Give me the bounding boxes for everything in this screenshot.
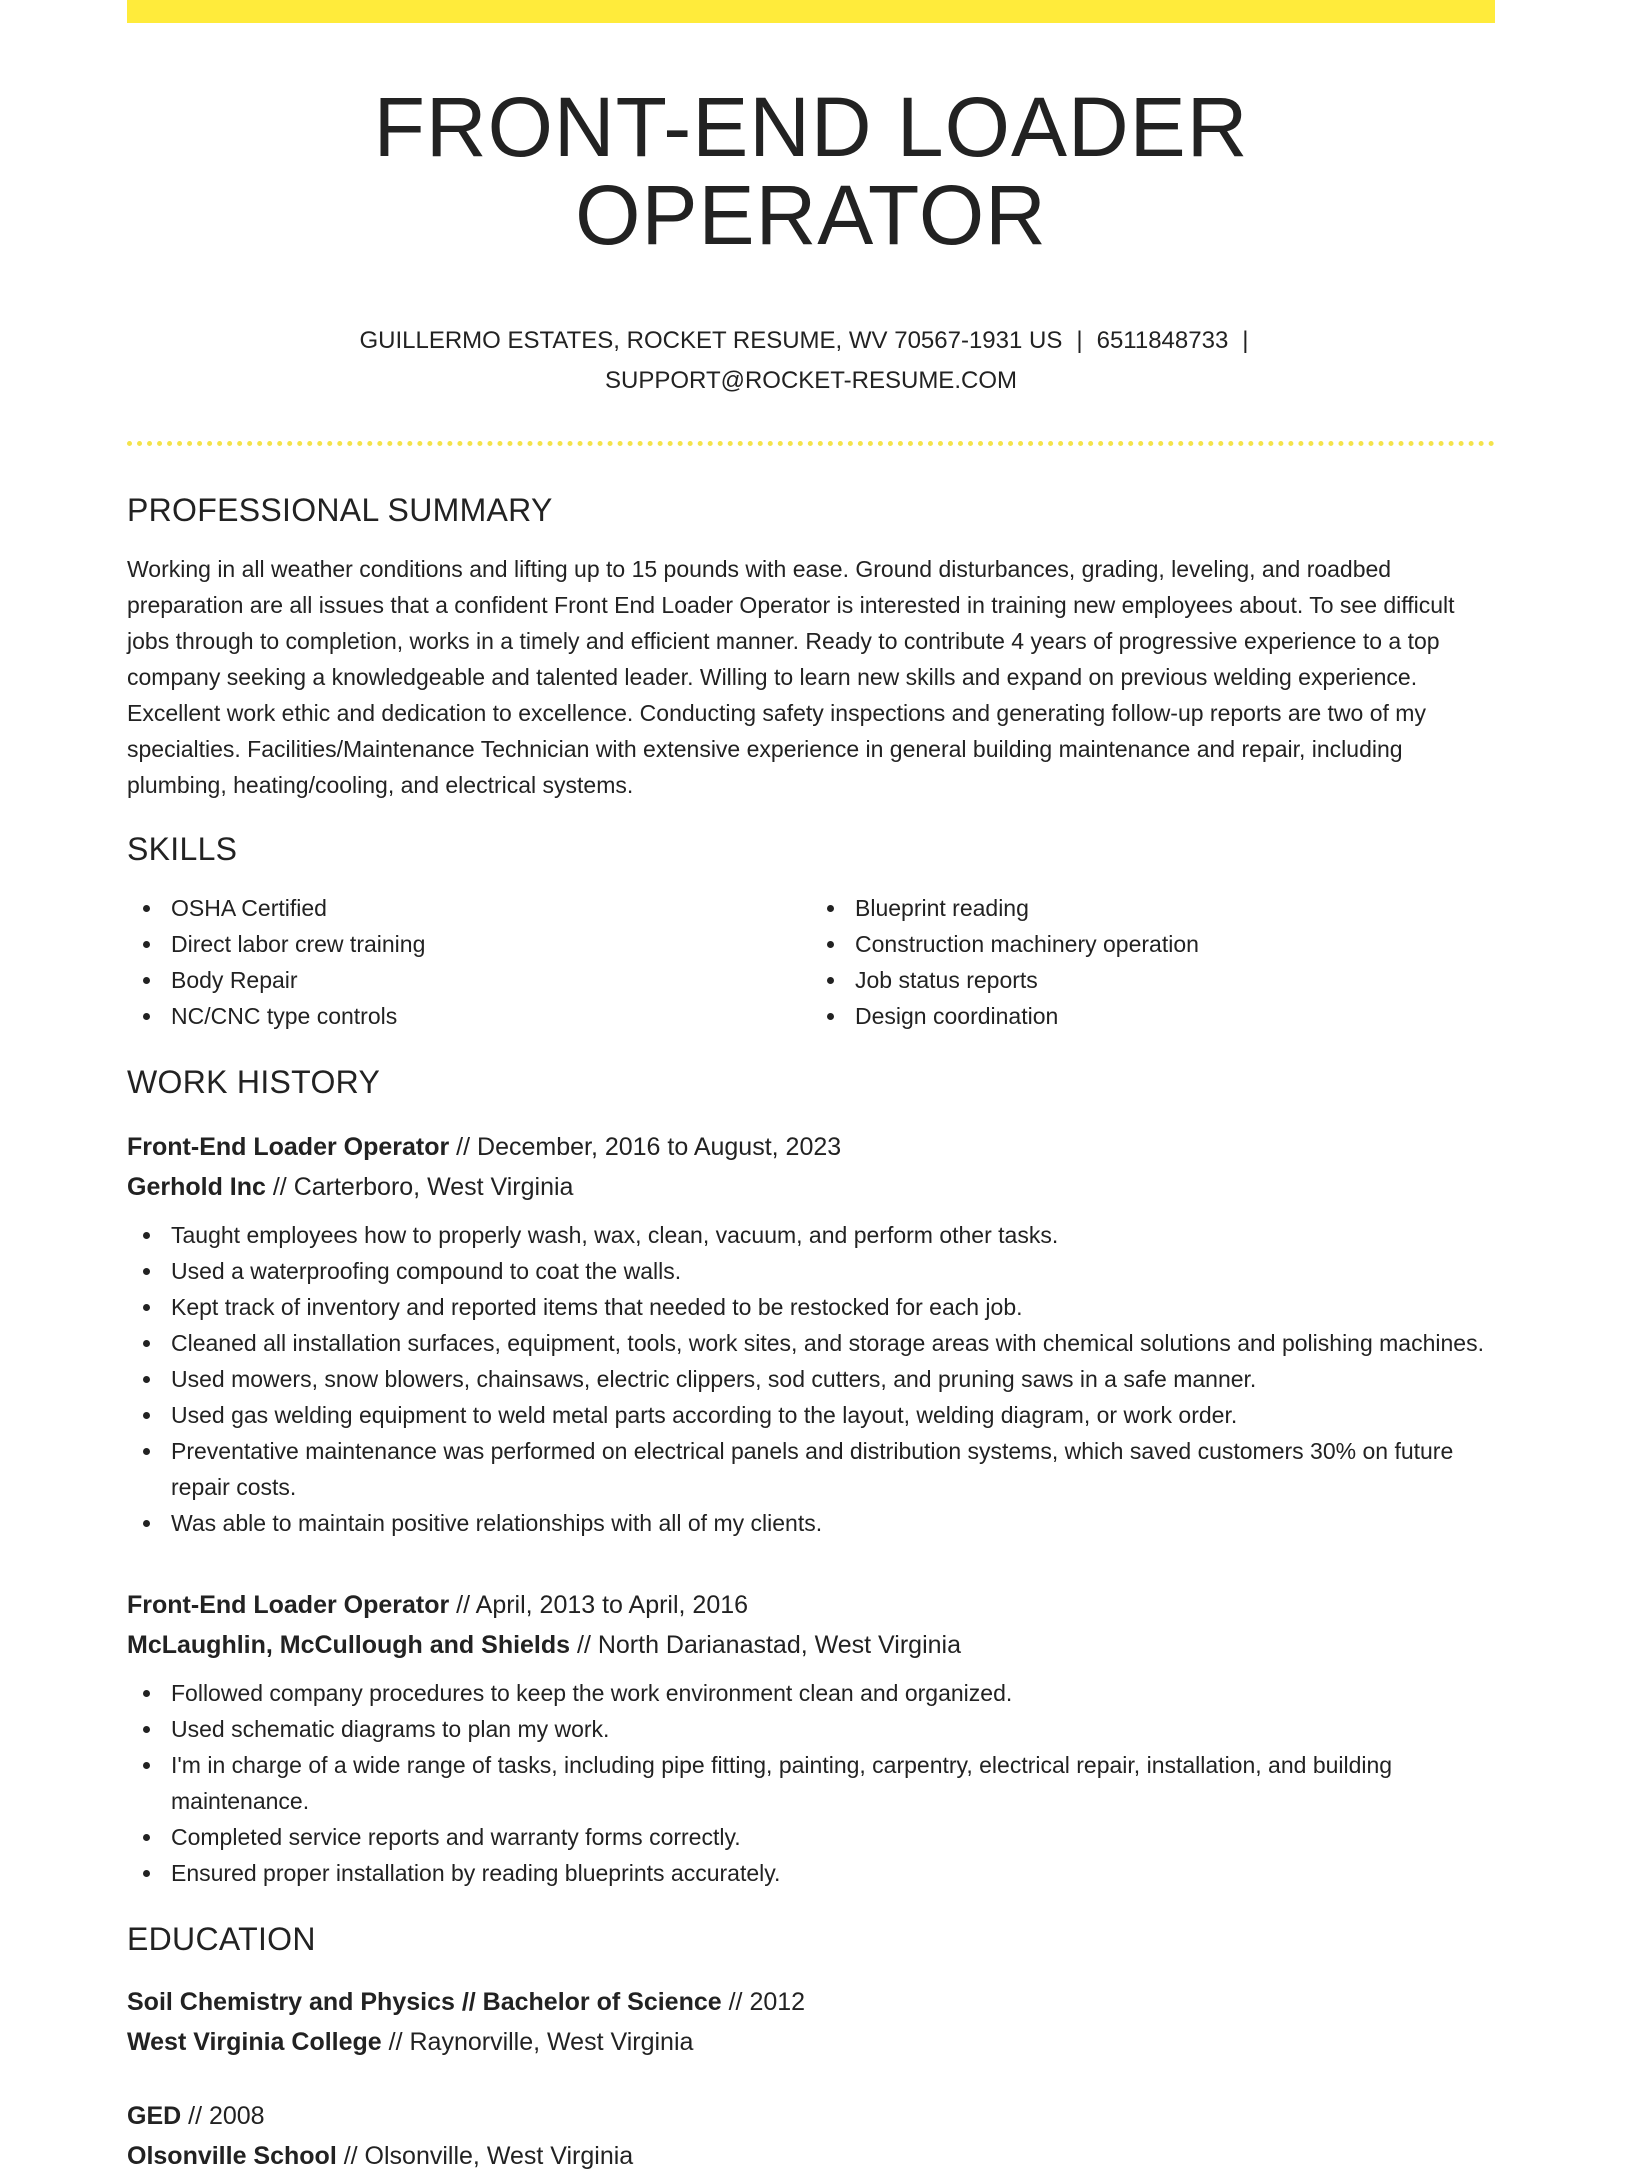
- school-line: [127, 2022, 1495, 2062]
- skills-heading: SKILLS: [127, 831, 238, 868]
- skill-item: Design coordination: [811, 998, 1495, 1034]
- list-item: Cleaned all installation surfaces, equipment, tools, work sites, and storage areas with chemical solutions and polishing machines.: [127, 1325, 1495, 1361]
- skill-item: OSHA Certified: [127, 890, 811, 926]
- work-history-heading: WORK HISTORY: [127, 1064, 381, 1101]
- job-company-line: [127, 1625, 1495, 1665]
- job-duties: [127, 1217, 1495, 1541]
- school-location: // Raynorville, West Virginia: [381, 2028, 694, 2057]
- job-entry: [127, 1585, 1495, 1891]
- job-duties: [127, 1675, 1495, 1891]
- job-dates: // December, 2016 to August, 2023: [449, 1133, 842, 1162]
- job-title-line: [127, 1127, 1495, 1167]
- skills-list: [127, 890, 1495, 1034]
- list-item: Used a waterproofing compound to coat the walls.: [127, 1253, 1495, 1289]
- job-dates: // April, 2013 to April, 2016: [449, 1591, 749, 1620]
- page-title: FRONT-END LOADER OPERATOR: [373, 80, 1249, 263]
- skill-item: Construction machinery operation: [811, 926, 1495, 962]
- skill-item: Direct labor crew training: [127, 926, 811, 962]
- education-entry: [127, 2096, 1495, 2176]
- skills-column-left: [127, 890, 811, 1034]
- degree: Soil Chemistry and Physics // Bachelor of Science: [127, 1988, 722, 2017]
- list-item: I'm in charge of a wide range of tasks, including pipe fitting, painting, carpentry, electrical repair, installation, and building maintenance.: [127, 1747, 1495, 1819]
- phone: 6511848733: [1096, 327, 1229, 355]
- job-title-line: [127, 1585, 1495, 1625]
- job-entry: [127, 1127, 1495, 1541]
- job-location: // Carterboro, West Virginia: [265, 1173, 574, 1202]
- contact-info: [127, 321, 1495, 401]
- school: West Virginia College: [127, 2028, 382, 2057]
- list-item: Taught employees how to properly wash, wax, clean, vacuum, and perform other tasks.: [127, 1217, 1495, 1253]
- skills-column-right: [811, 890, 1495, 1034]
- job-company-line: [127, 1167, 1495, 1207]
- school-line: [127, 2136, 1495, 2176]
- grad-year: // 2008: [181, 2102, 265, 2131]
- skill-item: Body Repair: [127, 962, 811, 998]
- skill-item: Job status reports: [811, 962, 1495, 998]
- separator: |: [1076, 327, 1083, 355]
- list-item: Kept track of inventory and reported items that needed to be restocked for each job.: [127, 1289, 1495, 1325]
- list-item: Used mowers, snow blowers, chainsaws, electric clippers, sod cutters, and pruning saws in a safe manner.: [127, 1361, 1495, 1397]
- education-heading: EDUCATION: [127, 1921, 316, 1958]
- job-location: // North Darianastad, West Virginia: [570, 1631, 961, 1660]
- degree: GED: [127, 2102, 182, 2131]
- job-role: Front-End Loader Operator: [127, 1591, 450, 1620]
- job-company: McLaughlin, McCullough and Shields: [127, 1631, 571, 1660]
- degree-line: [127, 1982, 1495, 2022]
- list-item: Used schematic diagrams to plan my work.: [127, 1711, 1495, 1747]
- dotted-divider: [127, 441, 1495, 446]
- list-item: Ensured proper installation by reading blueprints accurately.: [127, 1855, 1495, 1891]
- summary-heading: PROFESSIONAL SUMMARY: [127, 492, 553, 529]
- address: GUILLERMO ESTATES, ROCKET RESUME, WV 70567-1931 US: [359, 327, 1063, 355]
- separator: |: [1242, 327, 1249, 355]
- list-item: Was able to maintain positive relationships with all of my clients.: [127, 1505, 1495, 1541]
- resume-page: [127, 0, 1495, 2176]
- summary-text: Working in all weather conditions and lifting up to 15 pounds with ease. Ground disturbances, grading, leveling, and roadbed preparation are all issues that a confident Front End Loader Operator is interested in training new employees about. To see difficult jobs through to completion, works in a timely and efficient manner. Ready to contribute 4 years of progressive experience to a top company seeking a knowledgeable and talented leader. Willing to learn new skills and expand on previous welding experience. Excellent work ethic and dedication to excellence. Conducting safety inspections and generating follow-up reports are two of my specialties. Facilities/Maintenance Technician with extensive experience in general building maintenance and repair, including plumbing, heating/cooling, and electrical systems.: [127, 556, 1455, 799]
- list-item: Followed company procedures to keep the work environment clean and organized.: [127, 1675, 1495, 1711]
- list-item: Preventative maintenance was performed on electrical panels and distribution systems, which saved customers 30% on future repair costs.: [127, 1433, 1495, 1505]
- contact-line-1: [127, 321, 1495, 361]
- job-company: Gerhold Inc: [127, 1173, 266, 1202]
- school: Olsonville School: [127, 2142, 337, 2171]
- job-role: Front-End Loader Operator: [127, 1133, 450, 1162]
- grad-year: // 2012: [721, 1988, 806, 2017]
- accent-bar: [127, 0, 1495, 23]
- list-item: Used gas welding equipment to weld metal parts according to the layout, welding diagram, or work order.: [127, 1397, 1495, 1433]
- skill-item: Blueprint reading: [811, 890, 1495, 926]
- degree-line: [127, 2096, 1495, 2136]
- contact-line-2: [127, 361, 1495, 401]
- email-link[interactable]: SUPPORT@ROCKET-RESUME.COM: [605, 367, 1017, 395]
- school-location: // Olsonville, West Virginia: [336, 2142, 634, 2171]
- education-entry: [127, 1982, 1495, 2062]
- list-item: Completed service reports and warranty forms correctly.: [127, 1819, 1495, 1855]
- skill-item: NC/CNC type controls: [127, 998, 811, 1034]
